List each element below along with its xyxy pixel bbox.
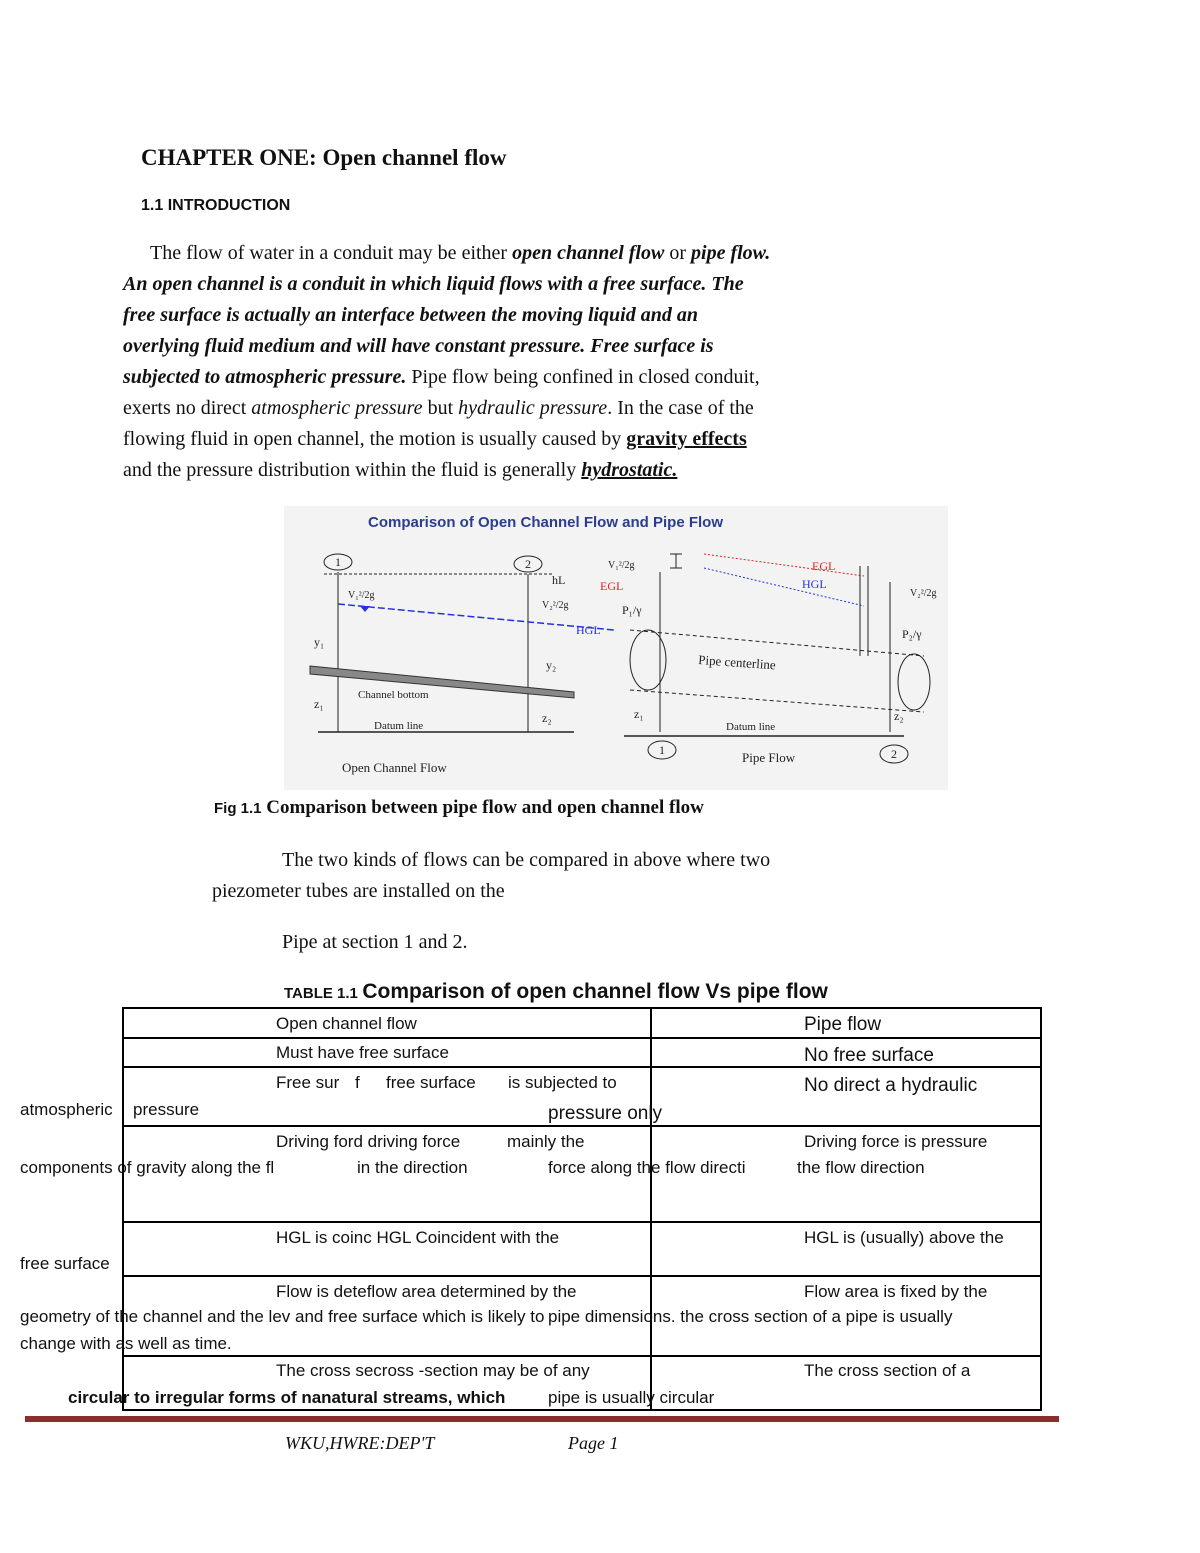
figure-diagram bbox=[284, 506, 948, 790]
open-egl-label: EGL bbox=[600, 579, 624, 593]
pipe-inlet-section bbox=[630, 630, 666, 690]
table-header-open: Open channel flow bbox=[276, 1014, 417, 1033]
open-hl-label: hL bbox=[552, 573, 566, 587]
intro-line bbox=[123, 455, 677, 486]
underlined-run: hydrostatic. bbox=[581, 459, 678, 481]
table-cell: is subjected to bbox=[508, 1073, 617, 1092]
table-cell: Flow area is fixed by the bbox=[804, 1282, 988, 1301]
open-z1-label: z₁ bbox=[314, 697, 324, 711]
intro-line bbox=[123, 424, 747, 455]
italic-run: hydraulic pressure bbox=[458, 397, 608, 419]
comparison-paragraph-line: The two kinds of flows can be compared in above where two bbox=[282, 849, 771, 871]
pipe-z2-label: z₂ bbox=[894, 709, 904, 723]
open-y2-label: y₂ bbox=[546, 658, 557, 672]
channel-bottom-label: Channel bottom bbox=[358, 689, 429, 701]
table-cell: Driving ford driving force bbox=[276, 1132, 461, 1151]
pipe-v1-label: V₁²/2g bbox=[608, 560, 635, 571]
footer-department: WKU,HWRE:DEP'T bbox=[285, 1433, 435, 1453]
table-cell: free surface bbox=[386, 1073, 476, 1092]
pipe-centerline-label: Pipe centerline bbox=[697, 652, 777, 673]
table-cell: Flow is deteflow area determined by the bbox=[276, 1282, 577, 1301]
pipe-bottom-wall bbox=[630, 690, 924, 712]
pipe-hgl-line bbox=[704, 568, 864, 606]
text-run: but bbox=[422, 397, 459, 419]
open-hgl-line bbox=[338, 604, 614, 630]
table-border bbox=[123, 1008, 1041, 1410]
text-run: flowing fluid in open channel, the motion is usually caused by bbox=[123, 428, 627, 450]
comparison-paragraph-line: Pipe at section 1 and 2. bbox=[282, 931, 468, 953]
open-y1-label: y₁ bbox=[314, 635, 325, 649]
italic-run: atmospheric pressure bbox=[251, 397, 423, 419]
footer-page-number: Page 1 bbox=[568, 1433, 619, 1453]
open-channel-caption: Open Channel Flow bbox=[342, 760, 447, 775]
table-cell: pressure bbox=[133, 1100, 200, 1119]
open-hgl-label: HGL bbox=[576, 623, 601, 637]
figure-title: Comparison of Open Channel Flow and Pipe Flow bbox=[368, 514, 724, 531]
table-overflow-text: free surface bbox=[20, 1254, 110, 1273]
figure-caption bbox=[214, 797, 704, 819]
table-cell: Driving force is pressure bbox=[804, 1132, 988, 1151]
text-run: exerts no direct bbox=[123, 397, 252, 419]
table-cell: the flow direction bbox=[797, 1158, 925, 1177]
pipe-z1-label: z₁ bbox=[634, 707, 644, 721]
intro-line bbox=[150, 238, 770, 269]
comparison-paragraph-line: piezometer tubes are installed on the bbox=[212, 880, 505, 902]
chapter-title: CHAPTER ONE: Open channel flow bbox=[141, 145, 507, 170]
open-v2-label: V₂²/2g bbox=[542, 600, 569, 611]
open-z2-label: z₂ bbox=[542, 711, 552, 725]
section-1-label: 1 bbox=[335, 555, 341, 569]
table-overflow-text: geometry of the channel and the lev and free surface which is likely to bbox=[20, 1307, 545, 1326]
intro-line bbox=[123, 362, 760, 393]
emphasis-run: subjected to atmospheric pressure. bbox=[123, 366, 407, 388]
water-surface-marker bbox=[360, 606, 370, 612]
text-run: Pipe flow being confined in closed conduit, bbox=[406, 366, 760, 388]
table-cell: in the direction bbox=[357, 1158, 468, 1177]
caption-label: Fig 1.1 bbox=[214, 800, 262, 817]
intro-line: An open channel is a conduit in which liquid flows with a free surface. The bbox=[123, 273, 744, 295]
table-cell: HGL is (usually) above the bbox=[804, 1228, 1004, 1247]
table-title-text: Comparison of open channel flow Vs pipe flow bbox=[362, 980, 828, 1003]
table-cell: Free sur bbox=[276, 1073, 340, 1092]
table-cell: Must have free surface bbox=[276, 1043, 449, 1062]
pipe-p2-label: P₂/γ bbox=[902, 627, 922, 641]
caption-text: Comparison between pipe flow and open channel flow bbox=[266, 797, 704, 818]
pipe-top-wall bbox=[630, 630, 924, 656]
intro-line: free surface is actually an interface between the moving liquid and an bbox=[123, 304, 698, 326]
table-overflow-text: change with as well as time. bbox=[20, 1334, 232, 1353]
table-overflow-text: atmospheric bbox=[20, 1100, 113, 1119]
emphasis-run: open channel flow bbox=[512, 242, 665, 264]
pipe-v2-label: V₂²/2g bbox=[910, 588, 937, 599]
underlined-run: gravity effects bbox=[626, 428, 747, 450]
text-run: and the pressure distribution within the fluid is generally bbox=[123, 459, 582, 481]
table-overflow-text: circular to irregular forms of nanatural streams, which bbox=[68, 1388, 506, 1407]
pipe-p1-label: P₁/γ bbox=[622, 603, 642, 617]
table-overflow-text: force along the flow directi bbox=[548, 1158, 746, 1177]
open-datum-label: Datum line bbox=[374, 720, 424, 732]
intro-line bbox=[123, 393, 754, 424]
channel-bed-hatch bbox=[310, 666, 574, 698]
open-v1-label: V₁²/2g bbox=[348, 590, 375, 601]
table-overflow-text: pipe dimensions. the cross section of a pipe is usually bbox=[548, 1307, 953, 1326]
pipe-hgl-label: HGL bbox=[802, 577, 827, 591]
pipe-section-1-label: 1 bbox=[659, 743, 665, 757]
text-run: or bbox=[664, 242, 692, 264]
table-title-label: TABLE 1.1 bbox=[284, 985, 358, 1002]
table-cell: No free surface bbox=[804, 1045, 934, 1066]
table-cell: No direct a hydraulic bbox=[804, 1075, 978, 1096]
text-run: The flow of water in a conduit may be either bbox=[150, 242, 513, 264]
table-overflow-text: components of gravity along the fl bbox=[20, 1158, 275, 1177]
pipe-datum-label: Datum line bbox=[726, 721, 776, 733]
table-cell: mainly the bbox=[507, 1132, 585, 1151]
pipe-egl-label: EGL bbox=[812, 559, 836, 573]
flow-comparison-figure bbox=[284, 506, 948, 790]
emphasis-run: pipe flow. bbox=[691, 242, 771, 264]
table-title bbox=[284, 980, 828, 1004]
table-cell: f bbox=[355, 1073, 360, 1092]
section-heading: 1.1 INTRODUCTION bbox=[141, 197, 291, 214]
pipe-egl-line bbox=[704, 554, 864, 576]
intro-line: overlying fluid medium and will have constant pressure. Free surface is bbox=[123, 335, 714, 357]
pipe-flow-caption: Pipe Flow bbox=[742, 750, 796, 765]
table-cell: The cross section of a bbox=[804, 1361, 971, 1380]
table-header-pipe: Pipe flow bbox=[804, 1014, 882, 1035]
table-cell: The cross secross -section may be of any bbox=[276, 1361, 590, 1380]
table-overflow-text: pipe is usually circular bbox=[548, 1388, 715, 1407]
pipe-outlet-section bbox=[898, 654, 930, 710]
table-overflow-text: pressure only bbox=[548, 1103, 663, 1124]
footer-rule bbox=[25, 1416, 1059, 1422]
pipe-section-2-label: 2 bbox=[891, 747, 897, 761]
text-run: . In the case of the bbox=[607, 397, 754, 419]
table-cell: HGL is coinc HGL Coincident with the bbox=[276, 1228, 560, 1247]
section-2-label: 2 bbox=[525, 557, 531, 571]
